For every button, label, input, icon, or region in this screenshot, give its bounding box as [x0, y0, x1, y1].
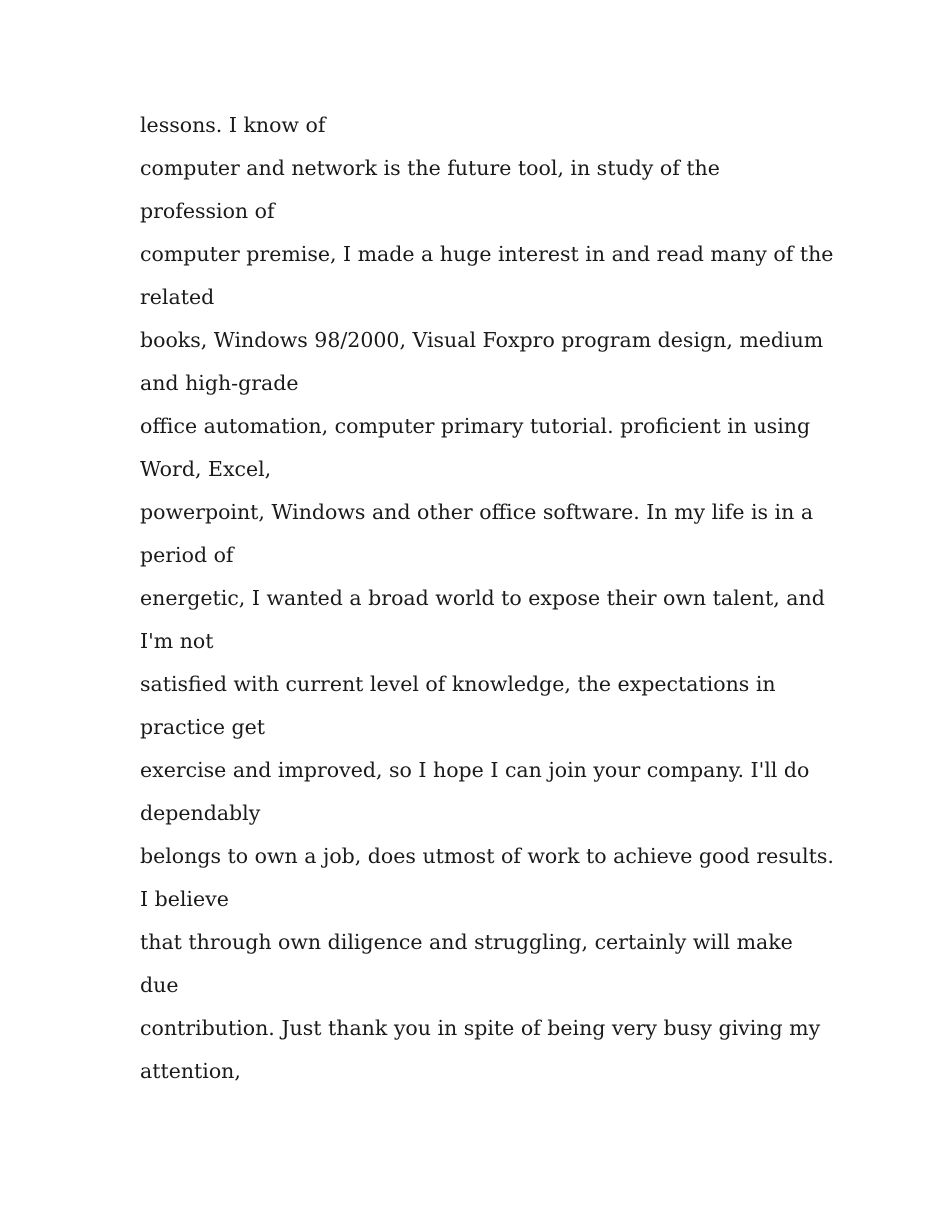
text-line: satisfied with current level of knowledge, the expectations in: [140, 672, 776, 696]
text-line: office automation, computer primary tutorial. proficient in using: [140, 414, 811, 438]
text-line: profession of: [140, 199, 275, 223]
text-line: period of: [140, 543, 234, 567]
text-line: energetic, I wanted a broad world to expose their own talent, and: [140, 586, 825, 610]
text-line: contribution. Just thank you in spite of being very busy giving my: [140, 1016, 821, 1040]
text-line: exercise and improved, so I hope I can join your company. I'll do: [140, 758, 810, 782]
text-line: I believe: [140, 887, 229, 911]
text-line: computer premise, I made a huge interest in and read many of the: [140, 242, 834, 266]
text-line: that through own diligence and struggling, certainly will make: [140, 930, 793, 954]
text-line: related: [140, 285, 215, 309]
text-line: dependably: [140, 801, 261, 825]
text-line: lessons. I know of: [140, 113, 326, 137]
text-line: and high-grade: [140, 371, 299, 395]
text-line: books, Windows 98/2000, Visual Foxpro program design, medium: [140, 328, 824, 352]
text-line: computer and network is the future tool, in study of the: [140, 156, 720, 180]
body-text: [140, 104, 840, 1093]
text-line: practice get: [140, 715, 266, 739]
text-line: belongs to own a job, does utmost of work to achieve good results.: [140, 844, 834, 868]
text-line: powerpoint, Windows and other office software. In my life is in a: [140, 500, 814, 524]
text-line: I'm not: [140, 629, 214, 653]
text-line: Word, Excel,: [140, 457, 272, 481]
text-line: due: [140, 973, 179, 997]
text-line: attention,: [140, 1059, 241, 1083]
